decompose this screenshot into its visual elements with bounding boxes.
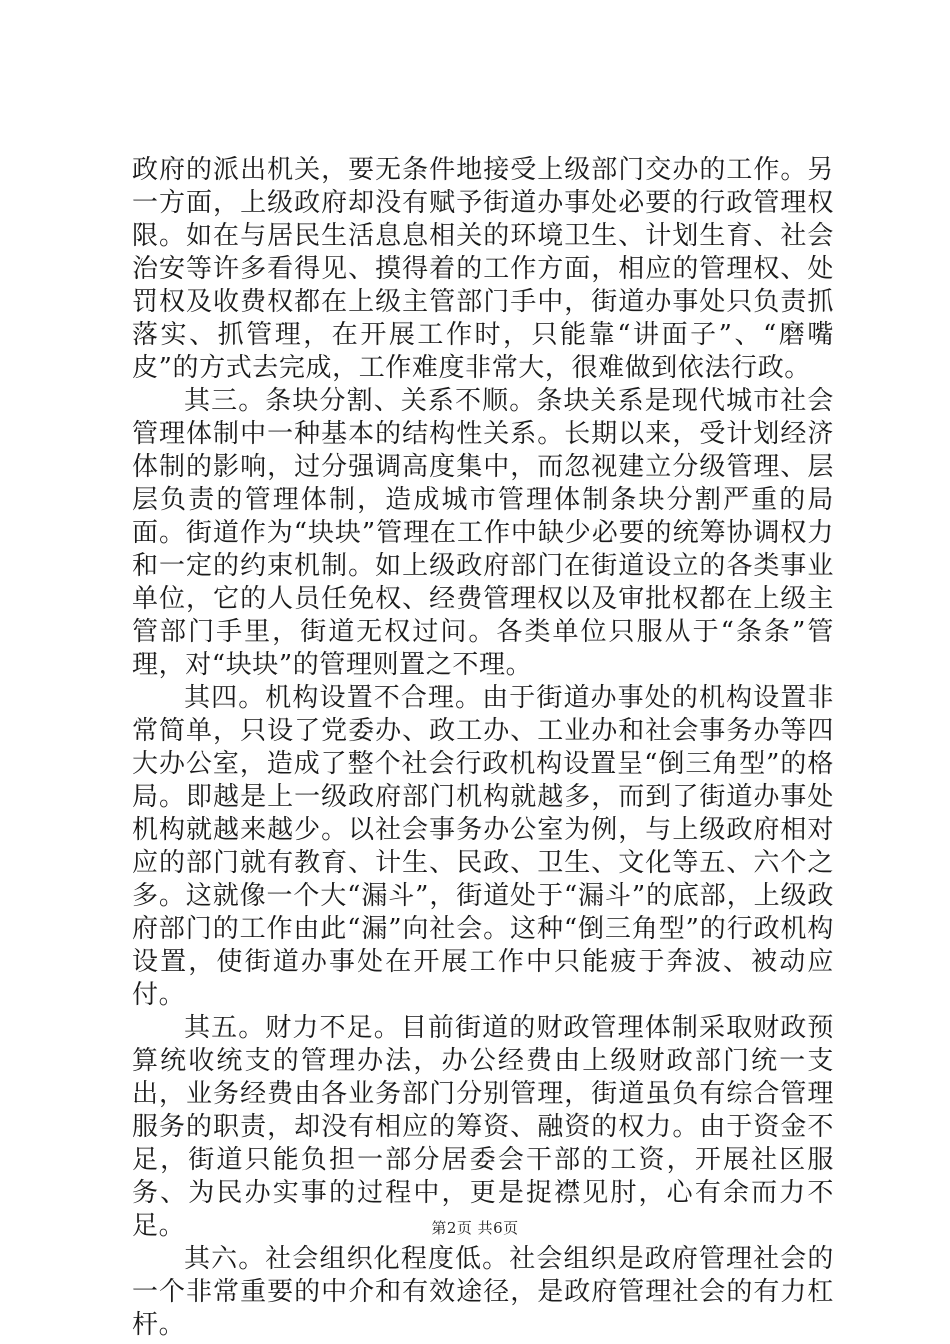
paragraph-continuation: 政府的派出机关，要无条件地接受上级部门交办的工作。另一方面，上级政府却没有赋予街道办事处必要的行政管理权限。如在与居民生活息息相关的环境卫生、计划生育、社会治安等许多看得见、摸得着的工作方面，相应的管理权、处罚权及收费权都在上级主管部门手中，街道办事处只负责抓落实、抓管理，在开展工作时，只能靠“讲面子”、“磨嘴皮”的方式去完成，工作难度非常大，很难做到依法行政。 xyxy=(132,155,834,383)
paragraph-qiliu: 其六。社会组织化程度低。社会组织是政府管理社会的一个非常重要的中介和有效途径，是政府管理社会的有力杠杆。 xyxy=(132,1244,834,1340)
paragraph-qisan: 其三。条块分割、关系不顺。条块关系是现代城市社会管理体制中一种基本的结构性关系。长期以来，受计划经济体制的影响，过分强调高度集中，而忽视建立分级管理、层层负责的管理体制，造成城市管理体制条块分割严重的局面。街道作为“块块”管理在工作中缺少必要的统筹协调权力和一定的约束机制。如上级政府部门在街道设立的各类事业单位，它的人员任免权、经费管理权以及审批权都在上级主管部门手里，街道无权过问。各类单位只服从于“条条”管理，对“块块”的管理则置之不理。 xyxy=(132,386,834,680)
page-footer: 第2页 共6页 xyxy=(431,1219,519,1237)
paragraph-qiwu: 其五。财力不足。目前街道的财政管理体制采取财政预算统收统支的管理办法，办公经费由上级财政部门统一支出，业务经费由各业务部门分别管理，街道虽负有综合管理服务的职责，却没有相应的筹资、融资的权力。由于资金不足，街道只能负担一部分居委会干部的工资，开展社区服务、为民办实事的过程中，更是捉襟见肘，心有余而力不足。 xyxy=(132,1013,834,1241)
paragraph-qisi: 其四。机构设置不合理。由于街道办事处的机构设置非常简单，只设了党委办、政工办、工业办和社会事务办等四大办公室，造成了整个社会行政机构设置呈“倒三角型”的格局。即越是上一级政府部门机构就越多，而到了街道办事处机构就越来越少。以社会事务办公室为例，与上级政府相对应的部门就有教育、计生、民政、卫生、文化等五、六个之多。这就像一个大“漏斗”，街道处于“漏斗”的底部，上级政府部门的工作由此“漏”向社会。这种“倒三角型”的行政机构设置，使街道办事处在开展工作中只能疲于奔波、被动应付。 xyxy=(132,683,834,1010)
document-body xyxy=(132,154,834,1342)
